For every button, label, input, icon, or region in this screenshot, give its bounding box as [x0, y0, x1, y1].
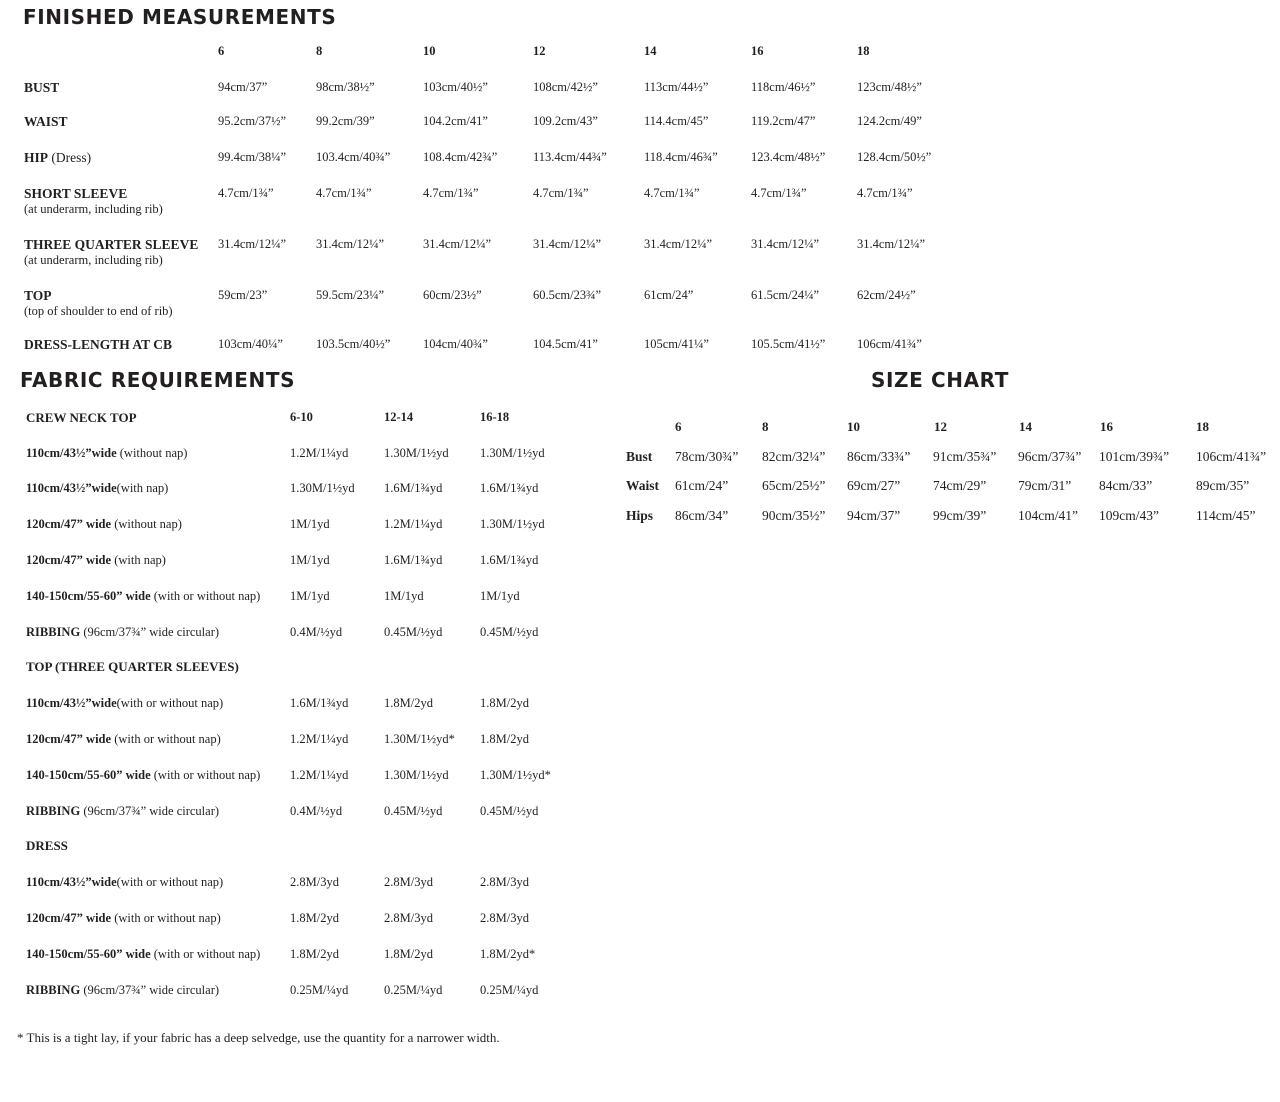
fabric-width: 140-150cm/55-60” wide [26, 947, 151, 961]
size-header: 8 [316, 44, 323, 58]
size-chart-value: 78cm/30¾” [675, 449, 739, 464]
size-chart-value: 90cm/35½” [762, 508, 826, 523]
fabric-amount: 1.30M/1½yd [384, 768, 449, 782]
fabric-amount: 1.6M/1¾yd [480, 481, 539, 495]
finished-measurements-title: FINISHED MEASUREMENTS [23, 5, 337, 29]
fabric-amount: 1.6M/1¾yd [384, 553, 443, 567]
size-chart-value: 94cm/37” [847, 508, 901, 523]
measurement-value: 60cm/23½” [423, 288, 482, 302]
measurement-value: 61cm/24” [644, 288, 694, 302]
fabric-width: 110cm/43½”wide [26, 875, 117, 889]
footnote: * This is a tight lay, if your fabric has a deep selvedge, use the quantity for a narrower width. [17, 1030, 500, 1045]
fabric-amount: 1.2M/1¼yd [290, 732, 349, 746]
size-header: 12 [533, 44, 546, 58]
fabric-amount: 1.6M/1¾yd [480, 553, 539, 567]
measurement-value: 108.4cm/42¾” [423, 150, 498, 164]
fabric-width: 110cm/43½”wide [26, 696, 117, 710]
fabric-note: (with or without nap) [116, 696, 224, 710]
size-chart-value: 82cm/32¼” [762, 449, 826, 464]
fabric-row-label [26, 553, 166, 568]
fabric-amount: 1.30M/1½yd [384, 446, 449, 460]
fabric-size-header: 16-18 [480, 410, 510, 424]
measurement-value: 104cm/40¾” [423, 337, 488, 351]
measurement-value: 4.7cm/1¾” [644, 186, 700, 200]
measurement-value: 118.4cm/46¾” [644, 150, 718, 164]
fabric-amount: 1M/1yd [480, 589, 520, 603]
size-header: 16 [751, 44, 764, 58]
size-chart-value: 61cm/24” [675, 478, 729, 493]
fabric-width: 120cm/47” wide [26, 732, 112, 746]
measurement-value: 60.5cm/23¾” [533, 288, 602, 302]
measurement-value: 4.7cm/1¾” [316, 186, 372, 200]
measurement-value: 124.2cm/49” [857, 114, 922, 128]
fabric-note: (without nap) [116, 446, 188, 460]
measurement-value: 109.2cm/43” [533, 114, 598, 128]
size-chart-header: 14 [1019, 419, 1032, 434]
fabric-row-label [26, 768, 260, 783]
fabric-requirements-title: FABRIC REQUIREMENTS [20, 368, 296, 392]
size-chart-value: 86cm/34” [675, 508, 729, 523]
fabric-amount: 2.8M/3yd [384, 911, 433, 925]
measurement-name: WAIST [24, 114, 68, 129]
size-chart-value: 101cm/39¾” [1099, 449, 1170, 464]
measurement-value: 118cm/46½” [751, 80, 816, 94]
measurement-label [24, 114, 68, 130]
fabric-width: 140-150cm/55-60” wide [26, 589, 151, 603]
fabric-amount: 1.8M/2yd [290, 947, 339, 961]
fabric-row-label [26, 696, 223, 711]
measurement-sublabel: (at underarm, including rib) [24, 202, 163, 216]
fabric-amount: 1M/1yd [290, 517, 330, 531]
measurement-label [24, 288, 52, 304]
fabric-width: 120cm/47” wide [26, 911, 112, 925]
size-chart-value: 114cm/45” [1196, 508, 1256, 523]
measurement-value: 4.7cm/1¾” [751, 186, 807, 200]
measurement-value: 123.4cm/48½” [751, 150, 826, 164]
fabric-row-label [26, 625, 219, 640]
fabric-amount: 1.8M/2yd [480, 732, 529, 746]
fabric-width: 110cm/43½”wide [26, 446, 117, 460]
fabric-amount: 0.25M/¼yd [290, 983, 349, 997]
measurement-value: 123cm/48½” [857, 80, 922, 94]
fabric-row-label [26, 481, 168, 496]
size-chart-value: 65cm/25½” [762, 478, 826, 493]
fabric-amount: 0.45M/½yd [384, 625, 443, 639]
measurement-name: HIP [24, 150, 49, 165]
size-chart-value: 84cm/33” [1099, 478, 1153, 493]
measurement-value: 31.4cm/12¼” [533, 237, 602, 251]
measurement-label [24, 186, 127, 202]
measurement-value: 61.5cm/24¼” [751, 288, 820, 302]
fabric-width: RIBBING [26, 983, 81, 997]
fabric-width: RIBBING [26, 804, 81, 818]
measurement-value: 103.4cm/40¾” [316, 150, 391, 164]
measurement-label [24, 150, 91, 166]
fabric-amount: 2.8M/3yd [290, 875, 339, 889]
fabric-amount: 1.8M/2yd [480, 696, 529, 710]
fabric-amount: 1.30M/1½yd [290, 481, 355, 495]
size-chart-value: 74cm/29” [933, 478, 987, 493]
measurement-value: 31.4cm/12¼” [423, 237, 492, 251]
fabric-amount: 0.25M/¼yd [384, 983, 443, 997]
measurement-value: 98cm/38½” [316, 80, 375, 94]
measurement-value: 113.4cm/44¾” [533, 150, 607, 164]
measurement-value: 31.4cm/12¼” [218, 237, 287, 251]
fabric-amount: 1.30M/1½yd* [480, 768, 551, 782]
measurement-name: TOP [24, 288, 52, 303]
size-chart-row-label: Bust [626, 449, 653, 464]
measurement-value: 104.2cm/41” [423, 114, 488, 128]
measurement-value: 59.5cm/23¼” [316, 288, 385, 302]
fabric-note: (with nap) [111, 553, 166, 567]
size-chart-row-label: Hips [626, 508, 654, 523]
fabric-width: 120cm/47” wide [26, 517, 112, 531]
fabric-amount: 2.8M/3yd [480, 875, 529, 889]
fabric-row-label [26, 911, 221, 926]
measurement-value: 31.4cm/12¼” [857, 237, 926, 251]
fabric-width: 140-150cm/55-60” wide [26, 768, 151, 782]
fabric-amount: 0.45M/½yd [480, 804, 539, 818]
size-chart-value: 104cm/41” [1018, 508, 1078, 523]
measurement-value: 114.4cm/45” [644, 114, 709, 128]
fabric-amount: 1M/1yd [290, 589, 330, 603]
fabric-amount: 1.2M/1¼yd [290, 446, 349, 460]
fabric-row-label [26, 983, 219, 998]
fabric-section-title: CREW NECK TOP [26, 410, 137, 425]
fabric-amount: 1.2M/1¼yd [290, 768, 349, 782]
measurement-value: 103.5cm/40½” [316, 337, 391, 351]
measurement-value: 128.4cm/50½” [857, 150, 932, 164]
fabric-row-label [26, 732, 221, 747]
measurement-value: 4.7cm/1¾” [423, 186, 479, 200]
size-header: 10 [423, 44, 436, 58]
measurement-value: 95.2cm/37½” [218, 114, 287, 128]
fabric-amount: 1.6M/1¾yd [290, 696, 349, 710]
size-header: 18 [857, 44, 870, 58]
measurement-sublabel: (top of shoulder to end of rib) [24, 304, 173, 318]
measurement-value: 105.5cm/41½” [751, 337, 826, 351]
size-chart-header: 12 [934, 419, 947, 434]
fabric-row-label [26, 446, 187, 461]
size-chart-value: 86cm/33¾” [847, 449, 911, 464]
size-header: 14 [644, 44, 657, 58]
measurement-name: SHORT SLEEVE [24, 186, 128, 201]
fabric-amount: 0.45M/½yd [480, 625, 539, 639]
fabric-amount: 0.45M/½yd [384, 804, 443, 818]
size-chart-header: 18 [1196, 419, 1209, 434]
fabric-note: (with or without nap) [150, 947, 261, 961]
fabric-section-title: DRESS [26, 838, 68, 853]
fabric-note: (96cm/37¾” wide circular) [80, 983, 220, 997]
measurement-value: 4.7cm/1¾” [857, 186, 913, 200]
measurement-label [24, 237, 198, 253]
measurement-value: 108cm/42½” [533, 80, 598, 94]
size-chart-header: 6 [675, 419, 682, 434]
fabric-size-header: 12-14 [384, 410, 414, 424]
size-header: 6 [218, 44, 225, 58]
measurement-value: 31.4cm/12¼” [751, 237, 820, 251]
fabric-note: (with nap) [116, 481, 169, 495]
fabric-section-title: TOP (THREE QUARTER SLEEVES) [26, 659, 239, 674]
measurement-value: 106cm/41¾” [857, 337, 922, 351]
fabric-amount: 1.2M/1¼yd [384, 517, 443, 531]
size-chart-value: 69cm/27” [847, 478, 901, 493]
size-chart-header: 16 [1100, 419, 1113, 434]
fabric-amount: 1.8M/2yd [384, 696, 433, 710]
fabric-width: RIBBING [26, 625, 81, 639]
measurement-value: 105cm/41¼” [644, 337, 709, 351]
measurement-value: 99.2cm/39” [316, 114, 375, 128]
measurement-name: DRESS-LENGTH AT CB [24, 337, 173, 352]
fabric-amount: 2.8M/3yd [480, 911, 529, 925]
fabric-size-header: 6-10 [290, 410, 313, 424]
fabric-amount: 1M/1yd [290, 553, 330, 567]
size-chart-value: 89cm/35” [1196, 478, 1250, 493]
fabric-amount: 1M/1yd [384, 589, 424, 603]
measurement-value: 59cm/23” [218, 288, 268, 302]
measurement-note: (Dress) [48, 150, 92, 165]
fabric-row-label [26, 875, 223, 890]
fabric-row-label [26, 589, 260, 604]
size-chart-value: 109cm/43” [1099, 508, 1159, 523]
fabric-note: (with or without nap) [150, 589, 261, 603]
measurement-value: 94cm/37” [218, 80, 268, 94]
fabric-amount: 1.30M/1½yd [480, 517, 545, 531]
size-chart-value: 106cm/41¾” [1196, 449, 1267, 464]
measurement-label [24, 80, 59, 96]
fabric-width: 120cm/47” wide [26, 553, 112, 567]
fabric-amount: 0.4M/½yd [290, 625, 343, 639]
fabric-width: 110cm/43½”wide [26, 481, 117, 495]
fabric-note: (with or without nap) [116, 875, 224, 889]
fabric-note: (96cm/37¾” wide circular) [80, 625, 220, 639]
size-chart-header: 10 [847, 419, 860, 434]
measurement-value: 113cm/44½” [644, 80, 709, 94]
size-chart-value: 99cm/39” [933, 508, 987, 523]
fabric-amount: 1.30M/1½yd [480, 446, 545, 460]
measurement-value: 104.5cm/41” [533, 337, 598, 351]
measurement-value: 99.4cm/38¼” [218, 150, 287, 164]
size-chart-row-label: Waist [626, 478, 660, 493]
fabric-row-label [26, 804, 219, 819]
measurement-value: 119.2cm/47” [751, 114, 816, 128]
fabric-row-label [26, 947, 260, 962]
fabric-amount: 1.6M/1¾yd [384, 481, 443, 495]
measurement-label [24, 337, 172, 353]
measurement-value: 31.4cm/12¼” [316, 237, 385, 251]
measurement-value: 103cm/40¼” [218, 337, 283, 351]
measurement-sublabel: (at underarm, including rib) [24, 253, 163, 267]
fabric-row-label [26, 517, 182, 532]
fabric-amount: 1.30M/1½yd* [384, 732, 455, 746]
measurement-value: 103cm/40½” [423, 80, 488, 94]
measurement-value: 62cm/24½” [857, 288, 916, 302]
size-chart-title: SIZE CHART [871, 368, 1010, 392]
size-chart-value: 79cm/31” [1018, 478, 1072, 493]
fabric-note: (with or without nap) [111, 732, 221, 746]
fabric-amount: 1.8M/2yd [290, 911, 339, 925]
fabric-amount: 1.8M/2yd [384, 947, 433, 961]
size-chart-value: 91cm/35¾” [933, 449, 997, 464]
fabric-amount: 0.25M/¼yd [480, 983, 539, 997]
fabric-amount: 0.4M/½yd [290, 804, 343, 818]
measurement-name: THREE QUARTER SLEEVE [24, 237, 199, 252]
measurement-value: 31.4cm/12¼” [644, 237, 713, 251]
size-chart-value: 96cm/37¾” [1018, 449, 1082, 464]
fabric-note: (with or without nap) [111, 911, 221, 925]
fabric-amount: 1.8M/2yd* [480, 947, 536, 961]
fabric-amount: 2.8M/3yd [384, 875, 433, 889]
fabric-note: (96cm/37¾” wide circular) [80, 804, 220, 818]
size-chart-header: 8 [762, 419, 769, 434]
measurement-name: BUST [24, 80, 60, 95]
fabric-note: (with or without nap) [150, 768, 261, 782]
measurement-value: 4.7cm/1¾” [533, 186, 589, 200]
measurement-value: 4.7cm/1¾” [218, 186, 274, 200]
fabric-note: (without nap) [111, 517, 182, 531]
